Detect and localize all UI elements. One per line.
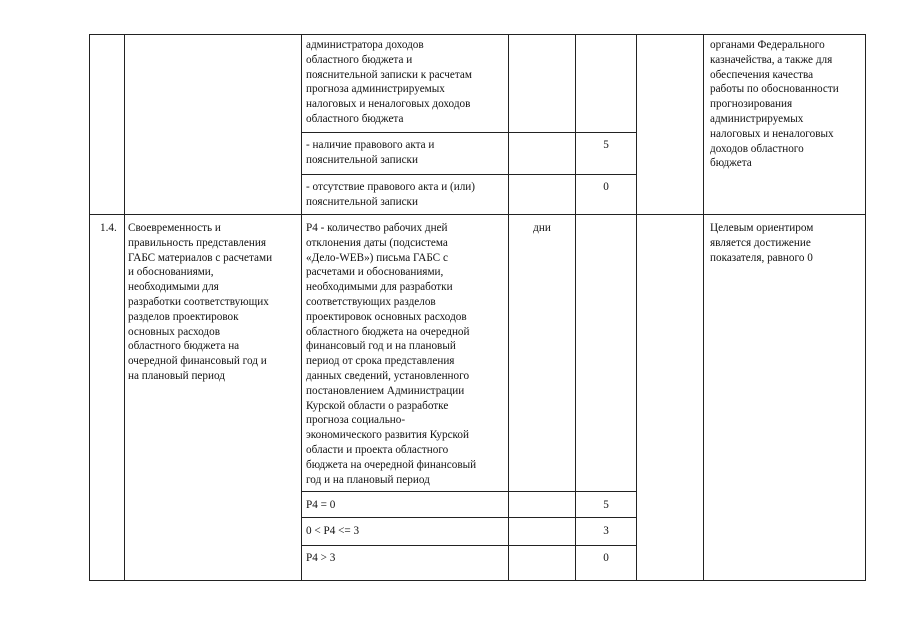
sub-row-divider	[301, 132, 637, 133]
prev-row-description: администратора доходов областного бюджета и пояснительной записки к расчетам прогноза администрируемых налоговых и неналоговых доходов областного бюджета	[306, 39, 472, 125]
condition-score: 5	[603, 499, 609, 511]
sub-row-divider	[301, 545, 637, 546]
unit-of-measure: дни	[533, 222, 551, 234]
prev-subrow-description: - отсутствие правового акта и (или) пояснительной записки	[306, 181, 475, 208]
indicator-name: Своевременность и правильность представления ГАБС материалов с расчетами и обоснованиями, необходимыми для разработки соответствующих разделов проектировок основных расходов областного бюджета на очередной финансовый год и на плановый период	[128, 222, 273, 382]
column-divider	[636, 34, 637, 580]
condition-description: Р4 = 0	[306, 499, 336, 511]
sub-row-divider	[301, 517, 637, 518]
prev-subrow-score: 0	[603, 181, 609, 193]
column-divider	[301, 34, 302, 580]
sub-row-divider	[301, 174, 637, 175]
condition-description: 0 < Р4 <= 3	[306, 525, 360, 537]
column-divider	[703, 34, 704, 580]
indicator-note: Целевым ориентиром является достижение показателя, равного 0	[710, 222, 814, 264]
condition-description: Р4 > 3	[306, 552, 336, 564]
prev-row-note: органами Федерального казначейства, а также для обеспечения качества работы по обоснованности прогнозирования администрируемых налоговых и неналоговых доходов областного бюджета	[710, 39, 839, 170]
table-border-bottom	[89, 580, 866, 581]
column-divider	[124, 34, 125, 580]
row-divider	[89, 214, 866, 215]
condition-score: 3	[603, 525, 609, 537]
row-number: 1.4.	[100, 222, 117, 234]
indicator-description: Р4 - количество рабочих дней отклонения даты (подсистема «Дело-WEB») письма ГАБС с расчетами и обоснованиями, необходимыми для разработки соответствующих разделов проектировок основных расходов областного бюджета на очередной финансовый год и на плановый период от срока представления данных сведений, установленного постановлением Администрации Курской области о разработке прогноза социально- экономического развития Курской области и проекта областного бюджета на очередной финансовый год и на плановый период	[306, 222, 477, 486]
condition-score: 0	[603, 552, 609, 564]
table-border-top	[89, 34, 866, 35]
prev-subrow-score: 5	[603, 139, 609, 151]
prev-subrow-description: - наличие правового акта и пояснительной записки	[306, 139, 435, 166]
table-border-left	[89, 34, 90, 580]
sub-row-divider	[301, 491, 637, 492]
table-border-right	[865, 34, 866, 580]
column-divider	[508, 34, 509, 580]
